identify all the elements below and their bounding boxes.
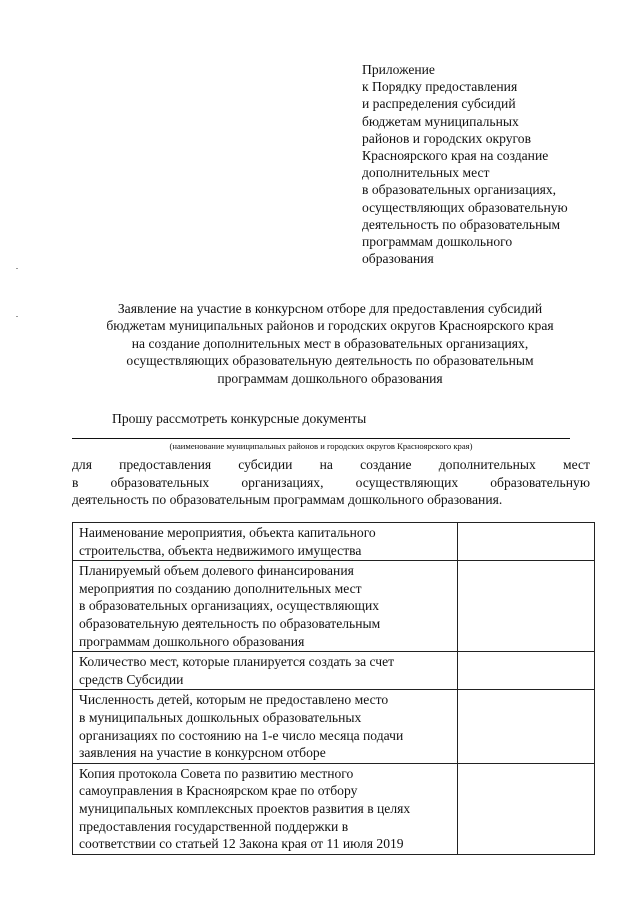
appendix-line: Приложение	[362, 62, 435, 77]
row-label	[73, 690, 458, 763]
word: субсидии	[238, 457, 293, 472]
row-value-cell[interactable]	[458, 690, 595, 763]
row-label-line: Количество мест, которые планируется создать за счет	[79, 654, 395, 670]
row-value-cell[interactable]	[458, 523, 595, 561]
table-row	[73, 763, 595, 854]
appendix-line: образования	[362, 251, 434, 267]
table-row	[73, 652, 595, 690]
title-line: программам дошкольного образования	[217, 370, 443, 386]
row-label-line: Планируемый объем долевого финансирования	[79, 563, 354, 579]
row-value-cell[interactable]	[458, 652, 595, 690]
table-row	[73, 523, 595, 561]
word: образовательных	[110, 474, 210, 490]
word: для	[72, 457, 92, 472]
row-label-line: предоставления государственной поддержки в	[79, 818, 349, 834]
row-label-line: муниципальных комплексных проектов развития в целях	[79, 800, 411, 816]
row-label-line: заявления на участие в конкурсном отборе	[79, 745, 326, 761]
word: создание	[360, 457, 412, 472]
paragraph-line-3: деятельность по образовательным программам дошкольного образования.	[72, 492, 503, 508]
table-row	[73, 561, 595, 652]
word: мест	[563, 457, 590, 472]
paragraph-line-2	[72, 474, 590, 492]
appendix-line: районов и городских округов	[362, 130, 531, 146]
appendix-line: программам дошкольного	[362, 234, 513, 250]
row-label-line: средств Субсидии	[79, 671, 184, 687]
appendix-line: бюджетам муниципальных	[362, 113, 519, 129]
row-value-cell[interactable]	[458, 561, 595, 652]
word: осуществляющих	[355, 474, 459, 490]
margin-mark	[16, 316, 18, 317]
application-table	[72, 522, 595, 855]
title-line: бюджетам муниципальных районов и городских округов Красноярского края	[106, 318, 554, 334]
row-label-line: Численность детей, которым не предоставлено место	[79, 692, 389, 708]
title-line: на создание дополнительных мест в образовательных организациях,	[131, 335, 529, 351]
row-label-line: программам дошкольного образования	[79, 633, 305, 649]
row-label-line: образовательную деятельность по образовательным	[79, 615, 381, 631]
appendix-line: деятельность по образовательным	[362, 216, 561, 232]
appendix-line: к Порядку предоставления	[362, 79, 518, 95]
request-text: Прошу рассмотреть конкурсные документы	[112, 411, 367, 426]
appendix-line: дополнительных мест	[362, 165, 490, 181]
word: предоставления	[119, 457, 212, 472]
purpose-paragraph	[72, 456, 590, 509]
appendix-line: и распределения субсидий	[362, 96, 516, 112]
row-label-line: соответствии со статьей 12 Закона края от 11 июля 2019	[79, 836, 404, 852]
row-label-line: мероприятия по созданию дополнительных мест	[79, 580, 362, 596]
word: образовательную	[490, 474, 590, 490]
word: организациях,	[241, 474, 324, 490]
municipality-hint: (наименование муниципальных районов и городских округов Красноярского края)	[169, 441, 473, 451]
document-title	[60, 300, 600, 387]
row-label-line: строительства, объекта недвижимого имущества	[79, 542, 362, 558]
appendix-line: Красноярского края на создание	[362, 148, 549, 164]
row-label	[73, 652, 458, 690]
row-label-line: в образовательных организациях, осуществляющих	[79, 598, 380, 614]
title-line: Заявление на участие в конкурсном отборе для предоставления субсидий	[117, 301, 543, 316]
appendix-line: осуществляющих образовательную	[362, 199, 568, 215]
word: на	[319, 457, 333, 472]
row-label-line: самоуправления в Красноярском крае по отбору	[79, 783, 358, 799]
table-row	[73, 690, 595, 763]
word: дополнительных	[438, 457, 536, 472]
row-label	[73, 763, 458, 854]
row-value-cell[interactable]	[458, 763, 595, 854]
word: в	[72, 474, 79, 490]
appendix-line: в образовательных организациях,	[362, 182, 557, 198]
row-label	[73, 561, 458, 652]
row-label-line: Копия протокола Совета по развитию местного	[79, 765, 354, 781]
paragraph-line-1	[72, 456, 590, 474]
row-label-line: в муниципальных дошкольных образовательных	[79, 709, 362, 725]
row-label	[73, 523, 458, 561]
title-line: осуществляющих образовательную деятельность по образовательным	[126, 353, 534, 369]
municipality-fill-line	[72, 438, 570, 439]
row-label-line: Наименование мероприятия, объекта капитального	[79, 525, 376, 540]
row-label-line: организациях по состоянию на 1-е число месяца подачи	[79, 727, 404, 743]
margin-mark	[16, 268, 18, 269]
appendix-heading	[362, 61, 622, 267]
